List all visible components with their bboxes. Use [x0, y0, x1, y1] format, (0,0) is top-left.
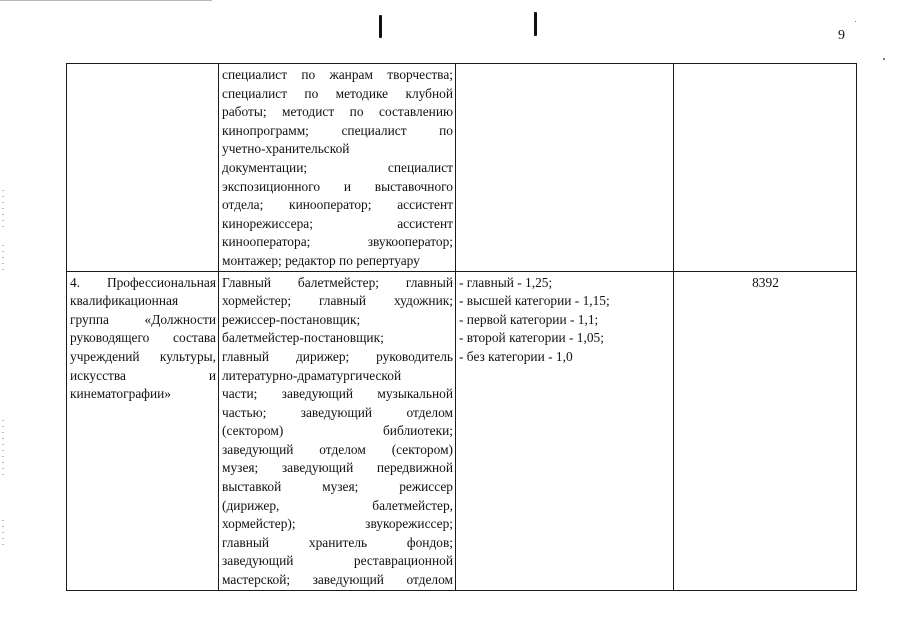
scan-speck — [855, 21, 856, 22]
salary-cell-empty — [674, 64, 857, 272]
text-line: искусства и — [70, 367, 216, 383]
text-line: руководящего состава — [70, 330, 216, 346]
scan-mark-left — [379, 15, 382, 38]
text-line: 4. Профессиональная — [70, 274, 216, 290]
scan-edge-ticks — [2, 190, 4, 230]
text-line: литературно-драматургической — [222, 367, 402, 383]
text-line: - второй категории - 1,05; — [459, 330, 604, 346]
scan-edge-ticks — [2, 520, 4, 545]
text-line: главный хранитель фондов; — [222, 534, 453, 550]
text-line: отдела; кинооператор; ассистент — [222, 197, 453, 213]
positions-cell — [219, 64, 456, 272]
coefficients-cell-empty — [456, 64, 674, 272]
group-cell — [67, 271, 219, 590]
text-line: учреждений культуры, — [70, 348, 216, 364]
text-line: хормейстер; главный художник; — [222, 293, 453, 309]
text-line: учетно-хранительской — [222, 141, 350, 157]
text-line: - первой категории - 1,1; — [459, 311, 599, 327]
page-number: 9 — [838, 28, 845, 43]
table-row — [67, 271, 857, 590]
group-cell-empty — [67, 64, 219, 272]
text-line: (сектором) библиотеки; — [222, 423, 453, 439]
scan-edge-ticks — [2, 420, 4, 480]
text-line: хормейстер); звукорежиссер; — [222, 516, 453, 532]
text-line: кинооператора; звукооператор; — [222, 234, 453, 250]
scan-mark-right — [534, 12, 537, 36]
text-line: Главный балетмейстер; главный — [222, 274, 453, 290]
text-line: режиссер-постановщик; — [222, 311, 361, 327]
text-line: заведующий реставрационной — [222, 553, 453, 569]
text-line: кинопрограмм; специалист по — [222, 122, 453, 138]
text-line: части; заведующий музыкальной — [222, 386, 453, 402]
text-line: балетмейстер-постановщик; — [222, 330, 384, 346]
staff-table — [66, 63, 857, 591]
scan-speck — [883, 58, 885, 60]
text-line: группа «Должности — [70, 311, 216, 327]
salary-cell: 8392 — [674, 271, 857, 590]
text-line: - без категории - 1,0 — [459, 348, 573, 364]
text-line: (дирижер, балетмейстер, — [222, 497, 453, 513]
text-line: кинематографии» — [70, 386, 171, 402]
text-line: экспозиционного и выставочного — [222, 178, 453, 194]
text-line: работы; методист по составлению — [222, 104, 453, 120]
text-line: частью; заведующий отделом — [222, 404, 453, 420]
text-line: - главный - 1,25; — [459, 274, 553, 290]
text-line: монтажер; редактор по репертуару — [222, 252, 420, 268]
positions-cell — [219, 271, 456, 590]
text-line: выставкой музея; режиссер — [222, 479, 453, 495]
text-line: кинорежиссера; ассистент — [222, 215, 453, 231]
text-line: специалист по жанрам творчества; — [222, 67, 453, 82]
text-line: - высшей категории - 1,15; — [459, 293, 610, 309]
text-line: главный дирижер; руководитель — [222, 348, 453, 364]
text-line: заведующий отделом (сектором) — [222, 441, 453, 457]
coefficients-cell — [456, 271, 674, 590]
text-line: музея; заведующий передвижной — [222, 460, 453, 476]
text-line: специалист по методике клубной — [222, 85, 453, 101]
text-line: мастерской; заведующий отделом — [222, 572, 453, 588]
text-line: документации; специалист — [222, 159, 453, 175]
table-row — [67, 64, 857, 272]
scan-edge-line — [0, 0, 212, 1]
scan-edge-ticks — [2, 245, 4, 275]
text-line: квалификационная — [70, 293, 179, 309]
